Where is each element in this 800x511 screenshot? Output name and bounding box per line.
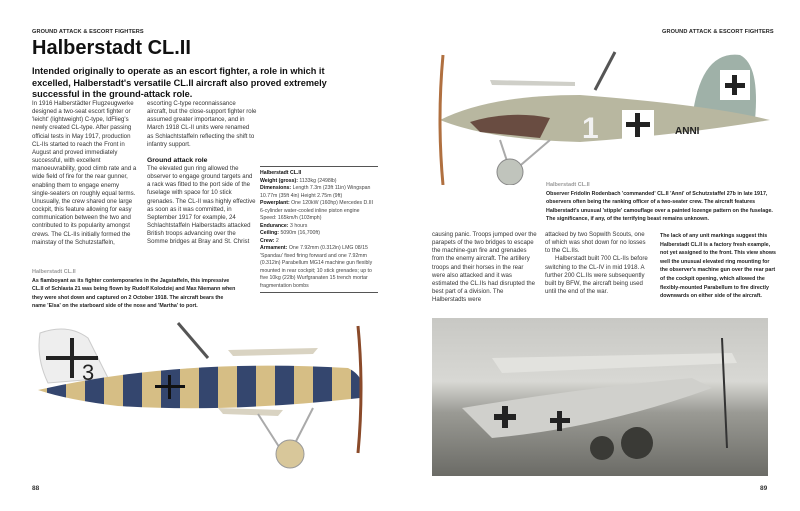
body-paragraph: Halberstadt built 700 CL-IIs before switching to the CL-IV in mid 1918. A further 200 CL.IIs were subsequently built by BFW, the aircraft being used until the end of the war. (545, 255, 648, 296)
body-column-4 (545, 231, 650, 296)
aircraft-profile-camouflage (430, 40, 785, 185)
photo-caption: The lack of any unit markings suggest this Halberstadt CL.II is a factory fresh example, not yet assigned to the front. This view shows well the unusual elevated ring mounting for the observer's machine gun over the rear part of the cockpit opening, which allowed the flexibly-mounted Parabellum to fire directly downwards on either side of the aircraft. (660, 233, 776, 300)
spec-row (260, 185, 378, 200)
caption-heading: Halberstadt CL.II (32, 269, 76, 275)
spec-label: Crew: (260, 237, 275, 244)
body-paragraph: attacked by two Sopwith Scouts, one of which was shot down for no losses to the CL.IIs. (545, 231, 646, 255)
specs-title: Halberstadt CL.II (260, 170, 302, 176)
spec-label: Endurance: (260, 222, 289, 229)
body-paragraph: The elevated gun ring allowed the observer to engage ground targets and a rack was fitted to the port side of the fuselage with space for 10 stick grenades. The CL-II was highly effective as soon as it was committed, in September 1917 for example, 24 Schlachtstaffeln Halberstadts attacked British troops advancing over the Somme bridges at Bray and St. Christ (147, 164, 256, 246)
spec-row (260, 215, 378, 223)
spec-value: One 7.92mm (0.312in) LMG 08/15 'Spandau' fixed firing forward and one 7.92mm (0.312in) Parabellum MG14 machine gun flexibly mounted in rear cockpit; 10 stick grenades; up to five 10kg (22lb) Wurfgranaten 15 trench mortar fragmentation bombs (260, 245, 373, 289)
caption-left (32, 269, 237, 310)
running-head-left: GROUND ATTACK & ESCORT FIGHTERS (32, 29, 144, 35)
body-column-3 (432, 231, 538, 304)
page-number-left: 88 (32, 485, 40, 492)
spec-value: 2 (275, 237, 279, 244)
spec-row (260, 245, 378, 290)
photo-aircraft (432, 318, 768, 476)
body-paragraph: escorting C-type reconnaissance aircraft, but the close-support fighter role assumed greater importance, and in March 1918 CL-II units were renamed as Schlachtstaffeln reflecting the shift to infantry support. (147, 100, 257, 148)
body-column-1 (32, 100, 138, 247)
caption-text: Observer Fridolin Rodenbach 'commanded' CL.II 'Anni' of Schutzstaffel 27b in late 1917, observers often being the ranking officer of a two-seater crew. The aircraft features Halberstadt's unusual 'stipple' camouflage over a painted lozenge pattern on the fuselage. The significance, if any, of the terrifying beast remains unknown. (546, 191, 773, 222)
spec-label: Dimensions: (260, 185, 292, 191)
spec-label: Armament: (260, 245, 288, 251)
spec-value: Length 7.3m (23ft 11in) Wingspan 10.77m (35ft 4in) Height 2.75m (9ft) (260, 185, 371, 199)
running-head-right: GROUND ATTACK & ESCORT FIGHTERS (662, 29, 774, 35)
fuselage-number: 1 (582, 112, 599, 145)
spec-label: Powerplant: (260, 200, 290, 206)
aircraft-name-marking: ANNI (675, 126, 700, 137)
caption-right-top (546, 182, 780, 223)
caption-heading: Halberstadt CL.II (546, 182, 590, 188)
spec-row (260, 238, 378, 246)
spec-value: One 120kW (160hp) Mercedes D.III 6-cylinder water-cooled inline piston engine (260, 200, 374, 214)
spec-row (260, 223, 378, 231)
intro-paragraph: Intended originally to operate as an escort fighter, a role in which it excelled, Halberstadt's versatile CL.II aircraft also proved extremely successful in the ground-attack role. (32, 66, 327, 99)
spec-value: 5090m (16,700ft) (280, 230, 320, 236)
spec-value: 3 hours (290, 222, 308, 229)
body-column-2 (147, 100, 257, 247)
spec-row (260, 178, 378, 186)
spec-label: Weight (gross): (260, 177, 298, 184)
caption-text: As flamboyant as its fighter contemporaries in the Jagstaffeln, this impressive CL.II of Schlasta 21 was being flown by Rudolf Kolodziej and Max Niemann when they were shot down and captured on 2 October 1918. The aircraft bears the name 'Elsa' on the starboard side of the nose and 'Martha' to port. (32, 278, 236, 309)
spec-row (260, 200, 378, 215)
historical-photo (432, 318, 768, 476)
spec-value: 1133kg (2498lb) (299, 177, 337, 184)
page-title: Halberstadt CL.II (32, 37, 191, 59)
spec-label: Ceiling: (260, 230, 280, 236)
spec-value: Speed: 165km/h (103mph) (260, 215, 322, 221)
specs-box (260, 166, 378, 293)
aircraft-profile-blue-yellow (28, 318, 378, 473)
page-number-right: 89 (760, 485, 768, 492)
tail-number: 3 (82, 360, 95, 385)
body-paragraph: causing panic. Troops jumped over the parapets of the two bridges to escape the machine-gun fire and grenades from the enemy aircraft. The artillery troops and their horses in the rear were also attacked and it was estimated the CL.IIs had disrupted the best part of a division. The Halberstadts were (432, 231, 537, 304)
section-heading: Ground attack role (147, 156, 208, 164)
spec-row (260, 230, 378, 238)
body-paragraph: In 1916 Halberstädter Flugzeugwerke designed a two-seat escort fighter or 'leicht' (lightweight) C-type, IdFlieg's newly created CL-type. After passing official tests in May 1917, production CL-IIs started to reach the Front in August and proved immediately successful, with excellent manoeuvrability, good climb rate and a wide field of fire for the rear gunner, enabling them to engage enemy single-seaters on roughly equal terms. Unusually, the crew shared one large cockpit, this feature allowing for easy communication between the two and contributed to its popularity amongst crews. The CL-IIs initially formed the mainstay of the Schutzstaffeln, (32, 100, 137, 246)
